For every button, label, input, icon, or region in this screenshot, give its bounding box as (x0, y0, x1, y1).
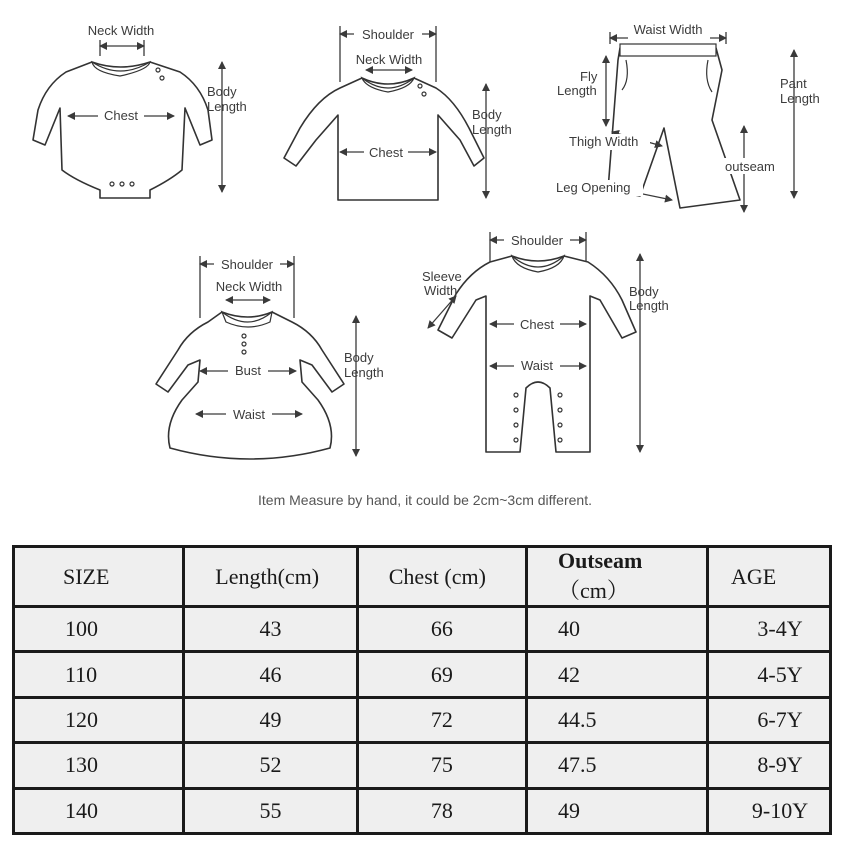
table-header-row (15, 548, 829, 605)
bodysuit-outline (33, 62, 212, 198)
cell-length: 46 (185, 653, 356, 695)
romper-shoulder-label: Shoulder (510, 233, 564, 248)
cell-age: 3-4Y (709, 608, 829, 650)
dress-body-length-label-2: Length (344, 365, 384, 380)
pants-waistband (620, 44, 716, 56)
table-row (15, 699, 829, 741)
cell-age: 8-9Y (709, 744, 829, 786)
top-outline (284, 78, 484, 200)
dress-outline (156, 312, 344, 459)
dress-diagram (156, 256, 384, 459)
top-body-length-label-2: Length (472, 122, 512, 137)
pants-fly-length-label-1: Fly (580, 69, 598, 84)
cell-chest: 66 (359, 608, 525, 650)
pants-thigh-width-label: Thigh Width (569, 134, 639, 149)
table-row (15, 790, 829, 832)
romper-chest-label: Chest (520, 317, 554, 332)
cell-length: 52 (185, 744, 356, 786)
header-outseam-bold: Outseam (557, 548, 643, 573)
cell-length: 43 (185, 608, 356, 650)
cell-length: 49 (185, 699, 356, 741)
size-chart-table (12, 545, 832, 835)
cell-outseam: 49 (528, 790, 706, 832)
romper-outline (438, 256, 636, 452)
cell-age: 4-5Y (709, 653, 829, 695)
cell-length: 55 (185, 790, 356, 832)
header-chest: Chest (cm) (359, 548, 525, 605)
pants-pant-length-label-1: Pant (780, 76, 807, 91)
bodysuit-body-length-label-2: Length (207, 99, 247, 114)
dress-body-length-label-1: Body (344, 350, 374, 365)
cell-chest: 72 (359, 699, 525, 741)
table-row (15, 744, 829, 786)
bodysuit-chest-label: Chest (104, 108, 138, 123)
cell-outseam: 42 (528, 653, 706, 695)
cell-size: 110 (15, 653, 182, 695)
cell-age: 6-7Y (709, 699, 829, 741)
cell-chest: 69 (359, 653, 525, 695)
bodysuit-neck-width-label: Neck Width (87, 23, 155, 38)
top-body-length-label-1: Body (472, 107, 502, 122)
pants-pant-length-label-2: Length (780, 91, 820, 106)
cell-size: 140 (15, 790, 182, 832)
cell-chest: 75 (359, 744, 525, 786)
header-outseam-unit: （cm） (557, 578, 629, 603)
cell-size: 100 (15, 608, 182, 650)
romper-diagram (422, 232, 669, 452)
bodysuit-diagram (33, 23, 247, 198)
cell-outseam: 47.5 (528, 744, 706, 786)
pants-waist-width-label: Waist Width (633, 22, 703, 37)
cell-size: 120 (15, 699, 182, 741)
romper-sleeve-width-label-1: Sleeve (422, 269, 462, 284)
top-chest-label: Chest (369, 145, 403, 160)
header-age: AGE (709, 548, 829, 605)
top-shoulder-label: Shoulder (361, 27, 415, 42)
header-outseam (528, 548, 706, 605)
dress-neck-width-label: Neck Width (215, 279, 283, 294)
dress-shoulder-label: Shoulder (220, 257, 274, 272)
cell-size: 130 (15, 744, 182, 786)
pants-diagram (553, 22, 820, 212)
table-row (15, 608, 829, 650)
cell-chest: 78 (359, 790, 525, 832)
romper-waist-label: Waist (520, 358, 554, 373)
romper-body-length-label-2: Length (629, 298, 669, 313)
pants-leg-opening-label: Leg Opening (556, 180, 631, 195)
header-size: SIZE (15, 548, 182, 605)
pants-outseam-label: outseam (725, 159, 775, 174)
cell-age: 9-10Y (709, 790, 829, 832)
dress-waist-label: Waist (232, 407, 266, 422)
top-neck-width-label: Neck Width (355, 52, 423, 67)
table-row (15, 653, 829, 695)
bodysuit-body-length-label-1: Body (207, 84, 237, 99)
cell-outseam: 40 (528, 608, 706, 650)
pants-fly-length-label-2: Length (557, 83, 597, 98)
measurement-note: Item Measure by hand, it could be 2cm~3cm different. (258, 492, 592, 508)
dress-bust-label: Bust (234, 363, 262, 378)
header-length: Length(cm) (185, 548, 356, 605)
romper-sleeve-width-label-2: Width (424, 283, 458, 298)
romper-body-length-label-1: Body (629, 284, 659, 299)
top-diagram (284, 26, 512, 200)
cell-outseam: 44.5 (528, 699, 706, 741)
